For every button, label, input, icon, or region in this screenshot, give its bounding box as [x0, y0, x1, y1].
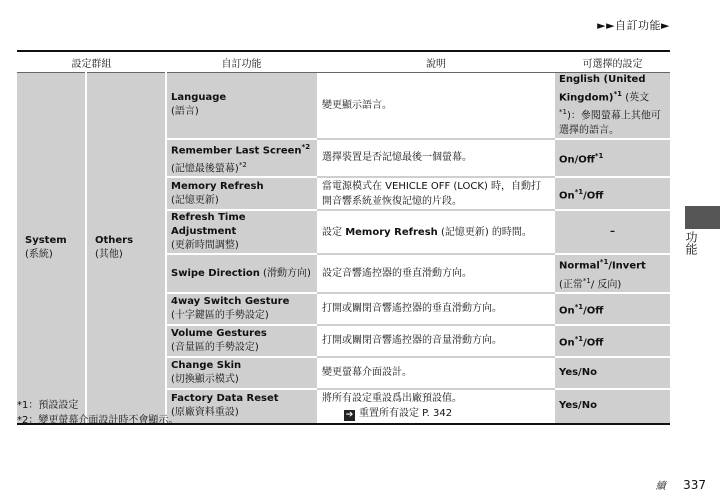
options-cell: Yes/No [555, 357, 670, 389]
option-text: (正常 [559, 278, 583, 290]
feature-name-sub: (音量區的手勢設定) [171, 341, 259, 353]
footnote-ref: *1 [582, 276, 591, 285]
description-text: Memory Refresh [345, 226, 438, 238]
description-text: 設定 [322, 226, 346, 238]
feature-cell [166, 73, 317, 139]
settings-table-container [17, 50, 670, 425]
option-text: / 反向) [590, 278, 622, 290]
option-text: On [559, 189, 575, 201]
footnote-ref: *1 [574, 334, 584, 343]
group-cell [17, 73, 86, 424]
description-cell: 打開或關閉音響遙控器的音量滑動方向。 [317, 325, 555, 357]
option-text: Kingdom) [559, 92, 614, 104]
description-cell: 選擇裝置是否記憶最後一個螢幕。 [317, 139, 555, 178]
description-cell: 變更螢幕介面設計。 [317, 357, 555, 389]
section-tab-label: 功能 [684, 231, 698, 255]
page-reference-arrow-icon: ➔ [345, 410, 354, 421]
option-text: )：參閱螢幕上其他可選擇的語言。 [559, 110, 661, 136]
footnote-ref: *1 [574, 187, 584, 196]
feature-cell [166, 293, 317, 325]
option-text: /Off [583, 337, 604, 349]
description-cell: 設定音響遙控器的垂直滑動方向。 [317, 254, 555, 293]
feature-cell [166, 254, 317, 293]
feature-name: Change Skin [171, 359, 242, 371]
feature-name: 4way Switch Gesture [171, 295, 290, 307]
feature-name-sub: (記憶最後螢幕) [171, 163, 239, 175]
feature-cell [166, 389, 317, 424]
group-name: System [25, 234, 67, 246]
options-cell: – [555, 210, 670, 254]
feature-name-sub: (更新時間調整) [171, 240, 239, 252]
option-text: Normal [559, 260, 600, 272]
continued-marker: 續 [655, 481, 666, 492]
feature-name: Language [171, 92, 227, 104]
option-text: On [559, 337, 575, 349]
feature-name-sub: (記憶更新) [171, 194, 219, 206]
subgroup-cell [86, 73, 166, 424]
footnotes [17, 398, 178, 428]
subgroup-name-sub: (其他) [95, 248, 123, 260]
table-header-row [17, 51, 670, 73]
col-header-options: 可選擇的設定 [555, 51, 670, 73]
feature-name-sub: (語言) [171, 106, 199, 118]
feature-name-sub: (十字鍵區的手勢設定) [171, 309, 269, 321]
option-text: /Off [583, 305, 604, 317]
option-text: /Invert [608, 260, 646, 272]
feature-name-sub: (滑動方向) [259, 267, 311, 279]
feature-name: Memory Refresh [171, 180, 264, 192]
description-cell: 打開或關閉音響遙控器的垂直滑動方向。 [317, 293, 555, 325]
feature-cell [166, 177, 317, 210]
description-text: (記憶更新) [437, 226, 489, 238]
description-text: 的時間。 [488, 226, 532, 238]
table-row [17, 73, 670, 139]
options-cell: Yes/No [555, 389, 670, 424]
footnote: *1：預設設定 [17, 400, 79, 411]
footnote-ref: *1 [574, 302, 584, 311]
options-cell [555, 139, 670, 178]
feature-name: Factory Data Reset [171, 393, 279, 405]
section-tab [685, 206, 720, 229]
page-footer [656, 477, 706, 492]
options-cell [555, 254, 670, 293]
feature-name: Refresh Time Adjustment [171, 212, 246, 238]
footnote-ref: *1 [559, 108, 567, 117]
footnote-ref: *2 [238, 160, 247, 169]
description-cell [317, 389, 555, 424]
col-header-description: 說明 [317, 51, 555, 73]
options-cell [555, 325, 670, 357]
feature-name: Swipe Direction [171, 267, 260, 279]
description-cell: 變更顯示語言。 [317, 73, 555, 139]
options-cell [555, 73, 670, 139]
description-text: 將所有設定重設爲出廠預設值。 [322, 393, 462, 405]
feature-name-sub: (原廠資料重設) [171, 407, 239, 419]
footnote: *2：變更螢幕介面設計時不會顯示。 [17, 415, 179, 426]
options-cell [555, 293, 670, 325]
group-name-sub: (系統) [25, 248, 53, 260]
options-cell [555, 177, 670, 210]
footnote-ref: *2 [301, 142, 311, 151]
page-number: 337 [683, 478, 706, 492]
option-text: /Off [583, 189, 604, 201]
col-header-group: 設定群組 [17, 51, 166, 73]
option-text: English (United [559, 74, 646, 85]
feature-cell [166, 325, 317, 357]
feature-cell [166, 139, 317, 178]
feature-name: Volume Gestures [171, 327, 267, 339]
col-header-feature: 自訂功能 [166, 51, 317, 73]
feature-name-sub: (切換顯示模式) [171, 373, 239, 385]
feature-cell [166, 357, 317, 389]
option-text: On [559, 305, 575, 317]
footnote-ref: *1 [594, 151, 604, 160]
page-reference-link[interactable]: 重置所有設定 P. 342 [359, 408, 453, 420]
description-cell: 當電源模式在 VEHICLE OFF (LOCK) 時，自動打開音響系統並恢復記憶的片段。 [317, 177, 555, 210]
breadcrumb: ►►自訂功能► [597, 19, 670, 32]
footnote-ref: *1 [613, 90, 623, 98]
option-text: On/Off [559, 154, 595, 166]
feature-cell [166, 210, 317, 254]
footnote-ref: *1 [599, 258, 609, 267]
option-text: (英文 [622, 92, 650, 104]
feature-name: Remember Last Screen [171, 144, 302, 156]
description-cell [317, 210, 555, 254]
settings-table [17, 50, 670, 425]
subgroup-name: Others [95, 234, 134, 246]
